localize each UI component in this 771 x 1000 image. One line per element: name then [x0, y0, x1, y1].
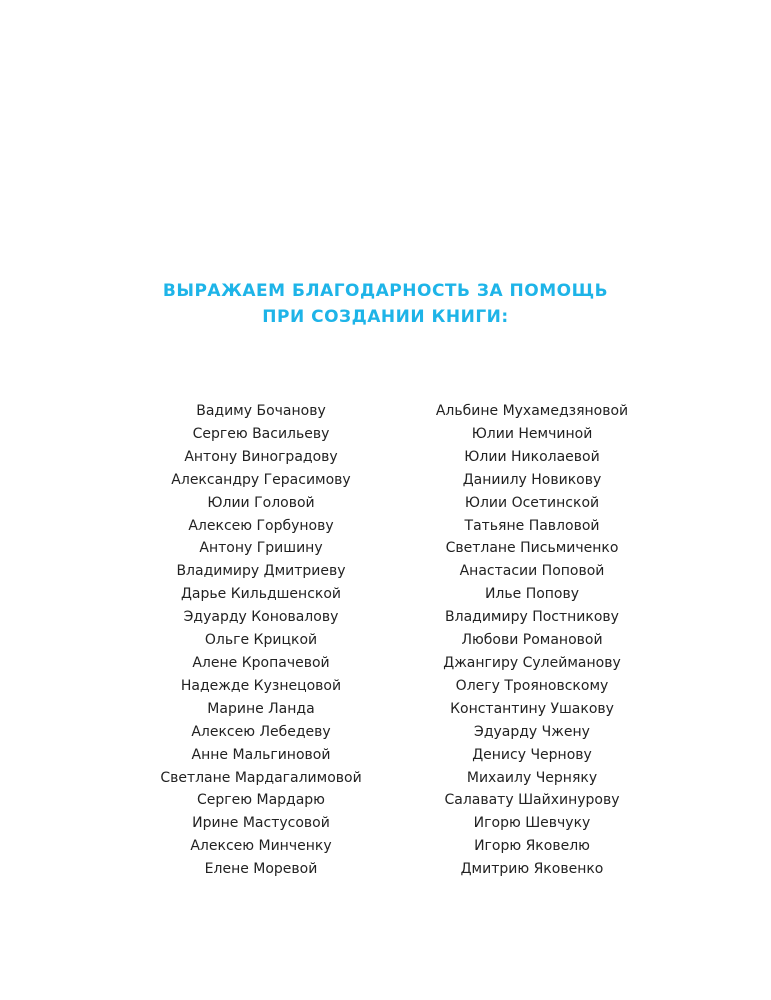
name-item: Светлане Письмиченко — [445, 540, 619, 557]
name-item: Юлии Осетинской — [464, 494, 600, 511]
name-item: Татьяне Павловой — [464, 517, 600, 534]
name-item: Эдуарду Чжену — [474, 723, 590, 740]
name-item: Джангиру Сулейманову — [443, 654, 621, 671]
name-item: Эдуарду Коновалову — [183, 609, 339, 626]
name-item: Вадиму Бочанову — [196, 403, 326, 419]
heading-line-1: ВЫРАЖАЕМ БЛАГОДАРНОСТЬ ЗА ПОМОЩЬ — [162, 281, 609, 301]
name-item: Владимиру Постникову — [445, 609, 619, 626]
name-item: Михаилу Черняку — [466, 769, 598, 786]
name-item: Владимиру Дмитриеву — [176, 563, 346, 580]
name-item: Альбине Мухамедзяновой — [435, 403, 629, 419]
acknowledgements-heading — [0, 278, 771, 330]
name-item: Илье Попову — [484, 586, 580, 603]
name-item: Ирине Мастусовой — [192, 815, 330, 832]
name-item: Марине Ланда — [207, 700, 315, 717]
heading-line-2: ПРИ СОЗДАНИИ КНИГИ: — [262, 307, 509, 327]
name-item: Игорю Шевчуку — [473, 815, 591, 832]
name-item: Юлии Николаевой — [464, 448, 600, 465]
name-item: Антону Виноградову — [184, 448, 338, 465]
name-item: Юлии Немчиной — [471, 425, 593, 442]
names-list-right — [382, 400, 682, 881]
name-item: Елене Моревой — [204, 861, 318, 878]
name-item: Анастасии Поповой — [459, 563, 605, 580]
name-item: Анне Мальгиновой — [191, 746, 331, 763]
name-item: Светлане Мардагалимовой — [160, 769, 362, 786]
name-item: Юлии Головой — [207, 494, 315, 511]
name-item: Алексею Лебедеву — [191, 723, 331, 740]
name-item: Даниилу Новикову — [462, 471, 602, 488]
name-item: Дмитрию Яковенко — [460, 861, 604, 878]
name-item: Алексею Горбунову — [188, 517, 334, 534]
name-item: Александру Герасимову — [171, 471, 351, 488]
name-item: Денису Чернову — [472, 746, 592, 763]
name-item: Сергею Мардарю — [197, 792, 325, 809]
name-item: Игорю Яковелю — [474, 838, 590, 855]
name-item: Алене Кропачевой — [192, 654, 330, 671]
name-item: Салавату Шайхинурову — [444, 792, 620, 809]
name-item: Константину Ушакову — [450, 700, 614, 717]
name-item: Дарье Кильдшенской — [180, 586, 342, 603]
name-item: Алексею Минченку — [190, 838, 332, 855]
name-item: Любови Романовой — [461, 632, 603, 649]
name-item: Надежде Кузнецовой — [180, 677, 342, 694]
names-list-left — [111, 400, 411, 881]
name-item: Сергею Васильеву — [192, 425, 330, 442]
name-item: Антону Гришину — [199, 540, 323, 557]
name-item: Ольге Крицкой — [204, 632, 318, 649]
name-item: Олегу Трояновскому — [455, 677, 609, 694]
